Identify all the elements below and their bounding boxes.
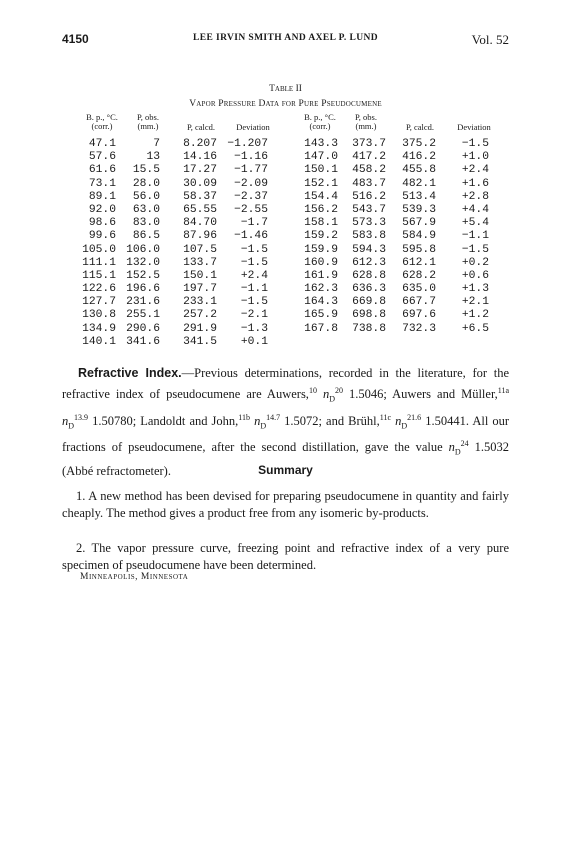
table-cell-right: −1.1	[461, 230, 489, 243]
temp-3: 14.7	[266, 412, 281, 422]
running-authors: LEE IRVIN SMITH AND AXEL P. LUND	[192, 33, 378, 43]
header-bp-line1: B. p., °C.	[86, 112, 118, 122]
table-cell-left: 83.0	[132, 217, 160, 230]
table-cell-right: 159.9	[304, 243, 338, 256]
place-line: Minneapolis, Minnesota	[80, 572, 189, 582]
table-cell-left: −2.1	[240, 309, 268, 322]
header-pcalcd-right: P, calcd.	[405, 122, 435, 132]
table-row	[0, 257, 571, 270]
table-cell-right: 738.8	[352, 322, 386, 335]
table-row	[0, 164, 571, 177]
temp-2: 13.9	[74, 412, 89, 422]
table-cell-left: −1.5	[240, 256, 268, 269]
table-cell-right: 167.8	[304, 322, 338, 335]
table-cell-left: 86.5	[132, 230, 160, 243]
table-row	[0, 283, 571, 296]
table-cell-right: +1.3	[461, 283, 489, 296]
table-cell-right: 567.9	[402, 217, 436, 230]
table-cell-left: 73.1	[88, 177, 116, 190]
d-subscript-4: D	[401, 421, 408, 431]
table-cell-right: +0.6	[461, 269, 489, 282]
table-cell-left: 291.9	[183, 322, 217, 335]
table-cell-left: −1.1	[240, 283, 268, 296]
table-cell-left: 30.09	[183, 177, 217, 190]
table-cell-left: 107.5	[183, 243, 217, 256]
n-symbol-3: n	[254, 413, 261, 428]
table-cell-right: 513.4	[402, 190, 436, 203]
table-cell-left: 255.1	[126, 309, 160, 322]
table-cell-left: 58.37	[183, 190, 217, 203]
table-cell-left: −1.207	[227, 138, 268, 150]
table-cell-left: 28.0	[132, 177, 160, 190]
table-cell-right: 594.3	[352, 243, 386, 256]
table-caption: Vapor Pressure Data for Pure Pseudocumene	[189, 99, 382, 109]
ref-11c: 11c	[379, 412, 392, 422]
table-row	[0, 309, 571, 322]
table-cell-left: 197.7	[183, 283, 217, 296]
n-symbol-2: n	[62, 413, 69, 428]
ref-10: 10	[308, 386, 317, 395]
table-cell-left: 7	[153, 138, 160, 150]
table-row	[0, 296, 571, 309]
header-pobs-line2: (mm.)	[137, 121, 159, 131]
table-cell-right: 152.1	[304, 177, 338, 190]
table-cell-right: 156.2	[304, 203, 338, 216]
table-cell-left: 127.7	[82, 296, 116, 309]
summary-heading: Summary	[258, 463, 313, 477]
table-cell-left: −2.37	[234, 190, 268, 203]
n-symbol-5: n	[448, 440, 455, 455]
d-subscript: D	[329, 394, 335, 404]
table-cell-left: 47.1	[88, 138, 116, 150]
volume-label: Vol. 52	[471, 32, 509, 47]
value-3: 1.5072; and Brühl,	[280, 413, 380, 428]
table-cell-right: 669.8	[352, 296, 386, 309]
table-cell-left: 106.0	[126, 243, 160, 256]
table-cell-left: 152.5	[126, 269, 160, 282]
table-cell-right: 636.3	[352, 283, 386, 296]
table-cell-right: 584.9	[402, 230, 436, 243]
header-pobs-left	[128, 113, 168, 131]
value-1: 1.5046; Auwers and Müller,	[342, 387, 498, 402]
temp-4: 21.6	[407, 412, 422, 422]
summary-item-1: 1. A new method has been devised for preparing pseudocumene in quantity and fairly cheaply. The method gives a product free from any isomeric by-products.	[62, 489, 509, 520]
table-cell-right: +5.4	[461, 217, 489, 230]
table-cell-right: 612.3	[352, 256, 386, 269]
value-4: 1.50441. All our fractions of pseudocumene, after the second distillation, gave the value	[62, 413, 510, 455]
table-cell-left: 98.6	[88, 217, 116, 230]
table-cell-right: +2.8	[461, 190, 489, 203]
refractive-heading: Refractive Index.	[78, 366, 182, 380]
table-cell-right: 161.9	[304, 269, 338, 282]
header-deviation-right: Deviation	[457, 122, 491, 132]
table-row	[0, 336, 571, 349]
header-pobs-line1-r: P, obs.	[355, 112, 377, 122]
d-subscript-2: D	[68, 421, 75, 431]
table-cell-right: 162.3	[304, 283, 338, 296]
table-row	[0, 178, 571, 191]
table-cell-left: −1.3	[240, 322, 268, 335]
table-header	[0, 113, 571, 135]
table-cell-left: 231.6	[126, 296, 160, 309]
table-cell-right: 583.8	[352, 230, 386, 243]
table-cell-right: 458.2	[352, 164, 386, 177]
header-deviation-left: Deviation	[236, 122, 270, 132]
table-cell-right: 483.7	[352, 177, 386, 190]
table-cell-left: 61.6	[88, 164, 116, 177]
table-cell-left: 341.6	[126, 335, 160, 348]
table-cell-left: 233.1	[183, 296, 217, 309]
table-cell-left: −1.77	[234, 164, 268, 177]
header-pcalcd-left: P, calcd.	[186, 122, 216, 132]
table-cell-left: 84.70	[183, 217, 217, 230]
table-row	[0, 191, 571, 204]
running-header	[62, 32, 509, 48]
header-bp-line2-r: (corr.)	[309, 121, 331, 131]
table-row	[0, 230, 571, 243]
table-cell-left: 8.207	[183, 138, 217, 150]
table-row	[0, 217, 571, 230]
table-cell-right: 543.7	[352, 203, 386, 216]
table-cell-right: 667.7	[402, 296, 436, 309]
ref-11b: 11b	[238, 412, 250, 422]
table-cell-right: 375.2	[402, 138, 436, 150]
table-cell-left: 130.8	[82, 309, 116, 322]
table-row	[0, 151, 571, 164]
table-cell-left: 92.0	[88, 203, 116, 216]
table-cell-right: 635.0	[402, 283, 436, 296]
table-cell-right: 612.1	[402, 256, 436, 269]
table-cell-right: −1.5	[461, 243, 489, 256]
header-bp-line1-r: B. p., °C.	[304, 112, 336, 122]
table-cell-left: −1.46	[234, 230, 268, 243]
table-row	[0, 323, 571, 336]
table-row	[0, 244, 571, 257]
table-cell-right: 416.2	[402, 151, 436, 164]
page-number: 4150	[62, 32, 89, 46]
header-bp-right	[298, 113, 342, 131]
table-cell-right: 373.7	[352, 138, 386, 150]
table-cell-left: −1.7	[240, 217, 268, 230]
ref-11a: 11a	[497, 386, 509, 395]
table-cell-right: 165.9	[304, 309, 338, 322]
temp-5: 24	[460, 439, 469, 449]
table-cell-right: 158.1	[304, 217, 338, 230]
table-cell-left: 257.2	[183, 309, 217, 322]
table-row	[0, 204, 571, 217]
header-bp-left	[80, 113, 124, 131]
table-cell-left: 134.9	[82, 322, 116, 335]
table-cell-right: 516.2	[352, 190, 386, 203]
table-cell-right: 595.8	[402, 243, 436, 256]
table-cell-left: +2.4	[240, 269, 268, 282]
table-cell-left: 57.6	[88, 151, 116, 164]
table-cell-left: 99.6	[88, 230, 116, 243]
table-cell-left: 89.1	[88, 190, 116, 203]
table-cell-left: 87.96	[183, 230, 217, 243]
temp-1: 20	[334, 386, 343, 395]
table-cell-left: +0.1	[240, 335, 268, 348]
table-cell-left: 65.55	[183, 203, 217, 216]
table-cell-right: 628.2	[402, 269, 436, 282]
table-cell-right: +0.2	[461, 256, 489, 269]
table-cell-right: 698.8	[352, 309, 386, 322]
table-cell-left: 63.0	[132, 203, 160, 216]
table-cell-right: −1.5	[461, 138, 489, 150]
n-symbol-4: n	[395, 413, 402, 428]
header-pobs-line1: P, obs.	[137, 112, 159, 122]
table-cell-right: 150.1	[304, 164, 338, 177]
table-cell-right: 697.6	[402, 309, 436, 322]
table-cell-left: 15.5	[132, 164, 160, 177]
value-5: 1.5032 (Abbé refractometer).	[62, 440, 509, 478]
table-cell-left: 132.0	[126, 256, 160, 269]
table-cell-left: −1.5	[240, 296, 268, 309]
table-label: Table II	[269, 84, 302, 94]
header-pobs-right	[346, 113, 386, 131]
refractive-text-1: —Previous determinations, recorded in the literature, for the refractive index of pseudocumene are Auwers,	[62, 366, 509, 402]
d-subscript-5: D	[454, 447, 461, 457]
table-cell-right: +2.4	[461, 164, 489, 177]
table-cell-left: 111.1	[82, 256, 116, 269]
table-cell-right: 159.2	[304, 230, 338, 243]
header-pobs-line2-r: (mm.)	[355, 121, 377, 131]
table-cell-left: 150.1	[183, 269, 217, 282]
table-cell-right: +6.5	[461, 322, 489, 335]
header-bp-line2: (corr.)	[91, 121, 113, 131]
table-cell-left: 133.7	[183, 256, 217, 269]
table-cell-right: 147.0	[304, 151, 338, 164]
table-cell-left: 122.6	[82, 283, 116, 296]
n-symbol: n	[322, 387, 330, 402]
table-cell-right: +1.0	[461, 151, 489, 164]
d-subscript-3: D	[260, 421, 267, 431]
table-cell-right: 573.3	[352, 217, 386, 230]
table-cell-left: 105.0	[82, 243, 116, 256]
table-cell-left: 17.27	[183, 164, 217, 177]
table-cell-right: 732.3	[402, 322, 436, 335]
table-cell-left: 196.6	[126, 283, 160, 296]
table-cell-right: 628.8	[352, 269, 386, 282]
table-cell-left: 140.1	[82, 335, 116, 348]
table-cell-right: +2.1	[461, 296, 489, 309]
value-2: 1.50780; Landoldt and John,	[88, 413, 239, 428]
table-cell-right: +1.2	[461, 309, 489, 322]
table-row	[0, 270, 571, 283]
table-cell-right: +4.4	[461, 203, 489, 216]
table-cell-left: 14.16	[183, 151, 217, 164]
table-cell-right: 154.4	[304, 190, 338, 203]
table-cell-left: 13	[146, 151, 160, 164]
table-cell-left: −1.16	[234, 151, 268, 164]
table-cell-left: −2.09	[234, 177, 268, 190]
table-cell-right: 539.3	[402, 203, 436, 216]
table-cell-right: 143.3	[304, 138, 338, 150]
table-cell-left: −1.5	[240, 243, 268, 256]
table-cell-right: 160.9	[304, 256, 338, 269]
table-cell-right: 455.8	[402, 164, 436, 177]
table-cell-right: +1.6	[461, 177, 489, 190]
table-cell-left: −2.55	[234, 203, 268, 216]
table-cell-left: 56.0	[132, 190, 160, 203]
table-cell-right: 417.2	[352, 151, 386, 164]
table-row	[0, 138, 571, 151]
table-cell-left: 115.1	[82, 269, 116, 282]
table-cell-left: 290.6	[126, 322, 160, 335]
summary-item-2: 2. The vapor pressure curve, freezing point and refractive index of a very pure specimen of pseudocumene have been determined.	[62, 541, 509, 572]
table-cell-left: 341.5	[183, 335, 217, 348]
vapor-pressure-table	[0, 138, 571, 349]
table-cell-right: 482.1	[402, 177, 436, 190]
table-cell-right: 164.3	[304, 296, 338, 309]
